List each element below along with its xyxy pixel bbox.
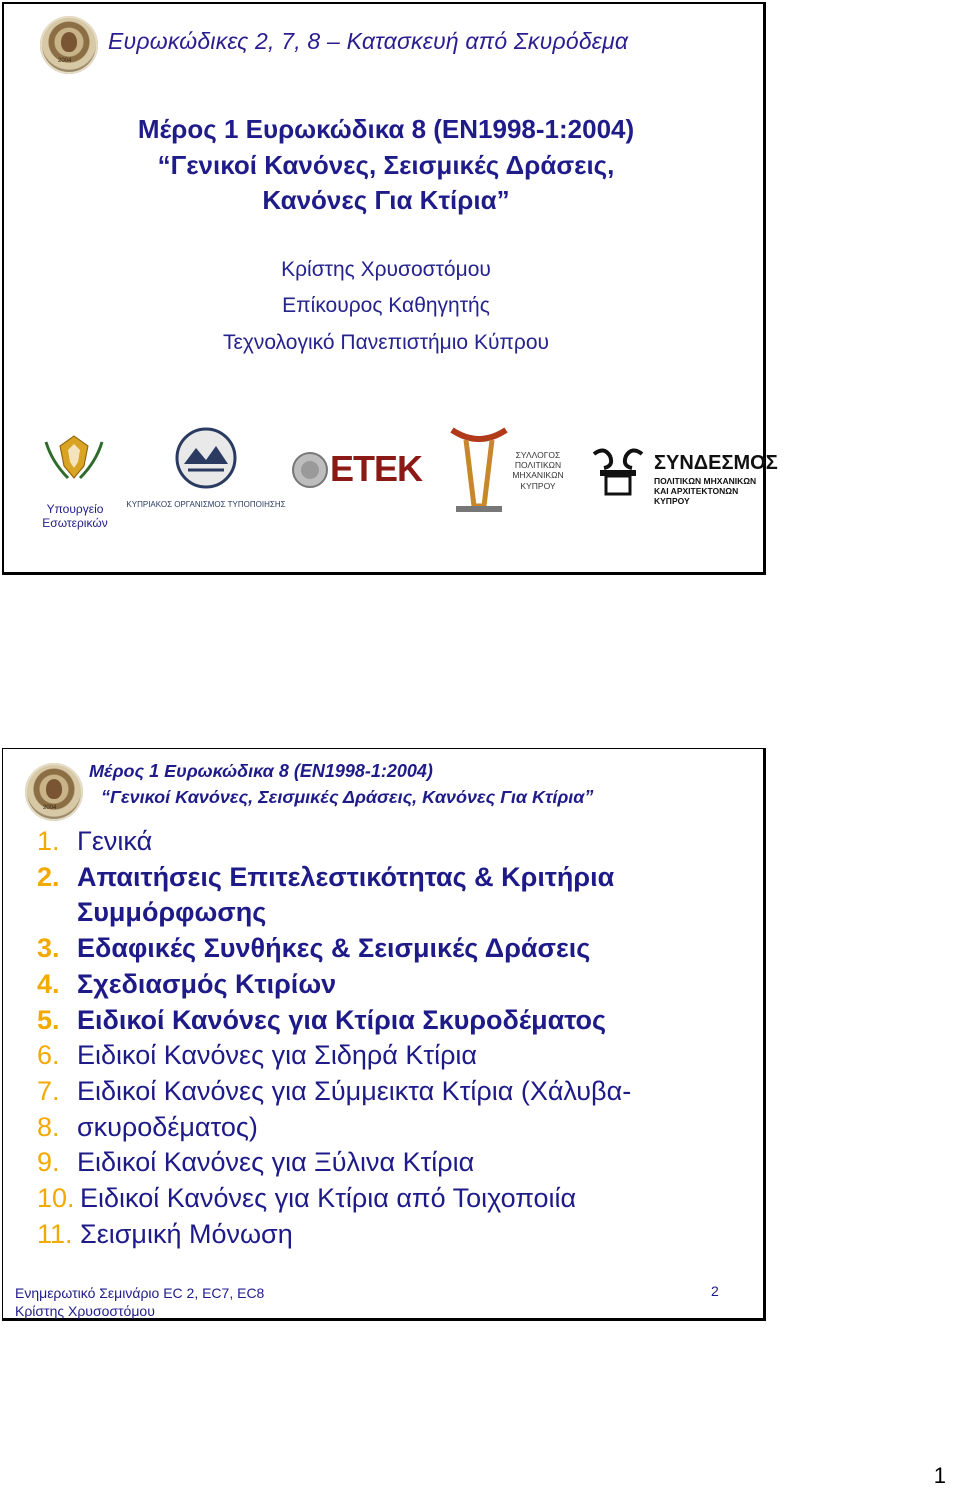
author-name: Κρίστης Χρυσοστόμου	[281, 258, 491, 281]
ministry-label: Υπουργείο Εσωτερικών	[42, 502, 108, 531]
list-item: 7. Ειδικοί Κανόνες για Σύμμεικτα Κτίρια (Χάλυβα-	[37, 1075, 632, 1106]
syndesmos-column-icon	[590, 446, 646, 503]
slide-header: Ευρωκώδικες 2, 7, 8 – Κατασκευή από Σκυρόδεμα	[108, 28, 629, 54]
etek-coin-icon	[290, 450, 330, 495]
list-item: 4. Σχεδιασμός Κτιρίων	[37, 968, 337, 999]
footer-seminar: Ενημερωτικό Σεμινάριο EC 2, EC7, EC8	[15, 1285, 265, 1301]
author-role: Επίκουρος Καθηγητής	[282, 294, 490, 317]
slide-header-line-2: “Γενικοί Κανόνες, Σεισμικές Δράσεις, Κανόνες Για Κτίρια”	[101, 787, 594, 807]
cys-label: ΚΥΠΡΙΑΚΟΣ ΟΡΓΑΝΙΣΜΟΣ ΤΥΠΟΠΟΙΗΣΗΣ	[126, 500, 286, 509]
cyprus-coat-of-arms-icon	[40, 432, 108, 491]
page-number: 1	[933, 1463, 946, 1488]
cys-logo-icon	[174, 426, 238, 495]
seal-logo: 2004	[25, 763, 83, 821]
syndesmos-sub-2: ΚΑΙ ΑΡΧΙΤΕΚΤΟΝΩΝ ΚΥΠΡΟΥ	[654, 486, 739, 506]
list-item: 1. Γενικά	[37, 826, 153, 856]
author-institution: Τεχνολογικό Πανεπιστήμιο Κύπρου	[222, 331, 550, 354]
slide-2	[2, 748, 766, 1321]
syndesmos-sub-1: ΠΟΛΙΤΙΚΩΝ ΜΗΧΑΝΙΚΩΝ	[654, 476, 757, 486]
syllogos-logo-icon	[448, 418, 510, 523]
title-line-3: Κανόνες Για Κτίρια”	[262, 185, 510, 215]
list-item: 10. Ειδικοί Κανόνες για Κτίρια από Τοιχοποιία	[37, 1183, 577, 1214]
etek-logo-text: ΕΤΕΚ	[330, 448, 423, 489]
syndesmos-title: ΣΥΝΔΕΣΜΟΣ	[654, 452, 778, 474]
list-item: 9. Ειδικοί Κανόνες για Ξύλινα Κτίρια	[37, 1147, 475, 1178]
contents-list	[37, 824, 631, 1252]
footer-author: Κρίστης Χρυσοστόμου	[15, 1303, 155, 1319]
slide-header-line-1: Μέρος 1 Ευρωκώδικα 8 (EN1998-1:2004)	[89, 761, 433, 781]
title-line-2: “Γενικοί Κανόνες, Σεισμικές Δράσεις,	[157, 150, 615, 180]
list-item: Συμμόρφωσης	[77, 897, 267, 928]
list-item: 2. Απαιτήσεις Επιτελεστικότητας & Κριτήρια	[37, 861, 615, 892]
list-item: 11. Σεισμική Μόνωση	[37, 1218, 293, 1249]
list-item: 8. σκυροδέματος)	[37, 1111, 258, 1142]
seal-logo: 2004	[40, 16, 98, 74]
slide-page-number: 2	[711, 1283, 719, 1299]
list-item: 6. Ειδικοί Κανόνες για Σιδηρά Κτίρια	[37, 1040, 478, 1071]
syllogos-label: ΣΥΛΛΟΓΟΣ ΠΟΛΙΤΙΚΩΝ ΜΗΧΑΝΙΚΩΝ ΚΥΠΡΟΥ	[512, 450, 564, 491]
list-item: 3. Εδαφικές Συνθήκες & Σεισμικές Δράσεις	[37, 933, 591, 964]
slide-1	[2, 2, 778, 575]
title-line-1: Μέρος 1 Ευρωκώδικα 8 (EN1998-1:2004)	[137, 114, 635, 144]
list-item: 5. Ειδικοί Κανόνες για Κτίρια Σκυροδέματος	[37, 1004, 607, 1035]
